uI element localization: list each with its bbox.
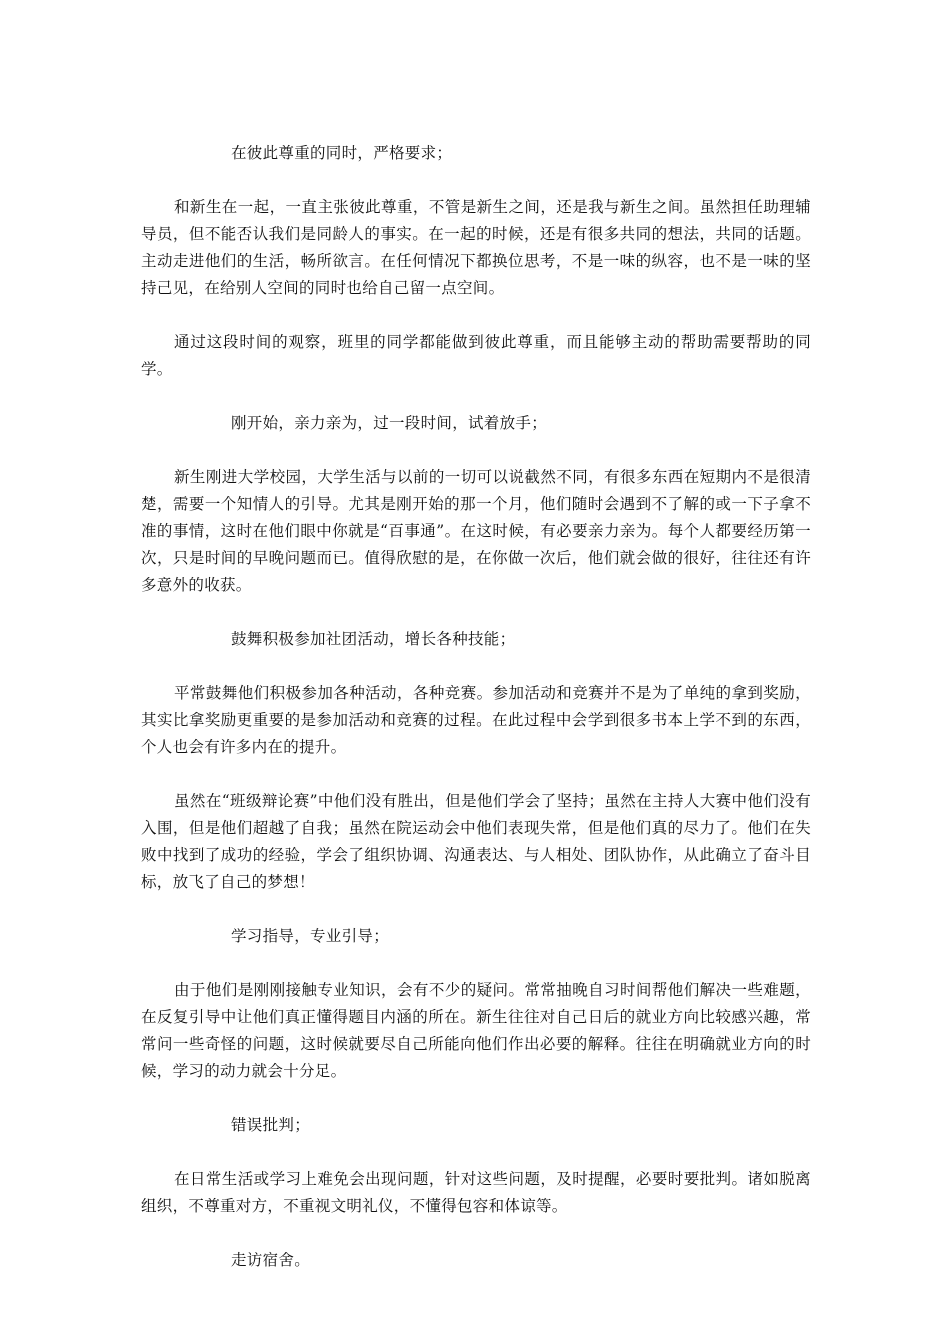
- paragraph-competitions: 虽然在“班级辩论赛”中他们没有胜出，但是他们学会了坚持；虽然在主持人大赛中他们没有入围，但是他们超越了自我；虽然在院运动会中他们表现失常，但是他们真的尽力了。他们在失败中找到了成功的经验，学会了组织协调、沟通表达、与人相处、团队协作，从此确立了奋斗目标，放飞了自己的梦想！: [141, 792, 811, 891]
- paragraph-gap: [141, 1085, 811, 1112]
- paragraph-hands-on: 新生刚进大学校园，大学生活与以前的一切可以说截然不同，有很多东西在短期内不是很清楚，需要一个知情人的引导。尤其是刚开始的那一个月，他们随时会遇到不了解的或一下子拿不准的事情，这时在他们眼中你就是“百事通”。在这时候，有必要亲力亲为。每个人都要经历第一次，只是时间的早晚问题而已。值得欣慰的是，在你做一次后，他们就会做的很好，往往还有许多意外的收获。: [141, 468, 811, 594]
- paragraph-gap: [141, 653, 811, 680]
- paragraph-gap: [141, 302, 811, 329]
- paragraph-study-guidance: 由于他们是刚刚接触专业知识，会有不少的疑问。常常抽晚自习时间帮他们解决一些难题，在反复引导中让他们真正懂得题目内涵的所在。新生往往对自己日后的就业方向比较感兴趣，常常问一些奇怪的问题，这时候就要尽自己所能向他们作出必要的解释。往往在明确就业方向的时候，学习的动力就会十分足。: [141, 981, 811, 1080]
- paragraph-observation: 通过这段时间的观察，班里的同学都能做到彼此尊重，而且能够主动的帮助需要帮助的同学。: [141, 333, 811, 378]
- paragraph-gap: [141, 761, 811, 788]
- section-heading-club-activities: 鼓舞积极参加社团活动，增长各种技能；: [231, 630, 516, 648]
- paragraph-mutual-respect: 和新生在一起，一直主张彼此尊重，不管是新生之间，还是我与新生之间。虽然担任助理辅导员，但不能否认我们是同龄人的事实。在一起的时候，还是有很多共同的想法，共同的话题。主动走进他们的生活，畅所欲言。在任何情况下都换位思考，不是一味的纵容，也不是一味的坚持己见，在给别人空间的同时也给自己留一点空间。: [141, 198, 811, 297]
- paragraph-club-activities: 平常鼓舞他们积极参加各种活动，各种竞赛。参加活动和竞赛并不是为了单纯的拿到奖励，其实比拿奖励更重要的是参加活动和竞赛的过程。在此过程中会学到很多书本上学不到的东西，个人也会有许多内在的提升。: [141, 684, 811, 756]
- section-heading-criticism: 错误批判；: [231, 1116, 311, 1134]
- section-heading-dorm-visits: 走访宿舍。: [231, 1251, 311, 1269]
- paragraph-gap: [141, 383, 811, 410]
- paragraph-gap: [141, 950, 811, 977]
- paragraph-gap: [141, 599, 811, 626]
- section-heading-hands-on: 刚开始，亲力亲为，过一段时间，试着放手；: [231, 414, 548, 432]
- paragraph-gap: [141, 1220, 811, 1247]
- paragraph-gap: [141, 896, 811, 923]
- section-heading-study-guidance: 学习指导，专业引导；: [231, 927, 390, 945]
- section-heading-mutual-respect: 在彼此尊重的同时，严格要求；: [231, 144, 453, 162]
- paragraph-gap: [141, 1139, 811, 1166]
- paragraph-gap: [141, 167, 811, 194]
- paragraph-gap: [141, 437, 811, 464]
- document-body: [141, 140, 811, 1274]
- paragraph-criticism: 在日常生活或学习上难免会出现问题，针对这些问题，及时提醒，必要时要批判。诸如脱离组织，不尊重对方，不重视文明礼仪，不懂得包容和体谅等。: [141, 1170, 811, 1215]
